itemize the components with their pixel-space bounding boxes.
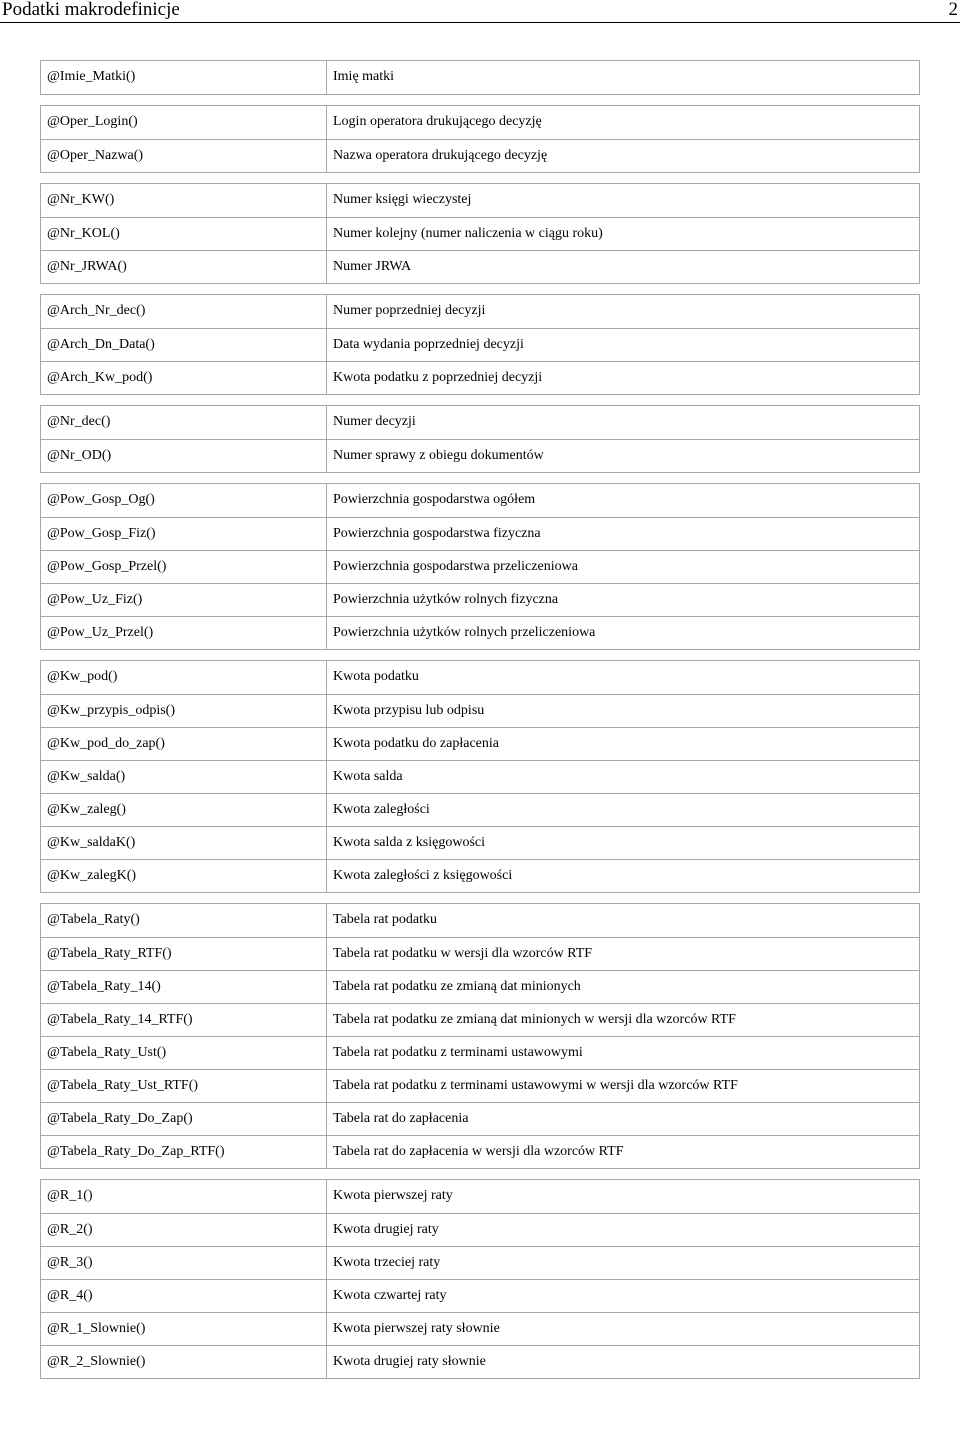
macro-name-cell: @Imie_Matki(): [41, 61, 327, 94]
macro-name-cell: @Tabela_Raty_Ust_RTF(): [41, 1070, 327, 1102]
table-row: [41, 937, 919, 970]
table-row: [41, 583, 919, 616]
macro-name-cell: @Tabela_Raty_RTF(): [41, 938, 327, 970]
macro-name-cell: @Arch_Nr_dec(): [41, 295, 327, 328]
macro-definitions-table: [40, 60, 920, 1389]
macro-description-cell: Numer księgi wieczystej: [333, 192, 472, 207]
macro-name-cell: @Kw_zaleg(): [41, 794, 327, 826]
table-row: [41, 661, 919, 694]
macro-description-cell: Kwota pierwszej raty słownie: [333, 1321, 500, 1336]
table-row: [41, 106, 919, 139]
table-row: [41, 859, 919, 892]
macro-name-cell: @Tabela_Raty_Ust(): [41, 1037, 327, 1069]
macro-name-cell: @Kw_przypis_odpis(): [41, 695, 327, 727]
macro-name-cell: @Tabela_Raty_14_RTF(): [41, 1004, 327, 1036]
table-group: [40, 903, 920, 1169]
table-row: [41, 217, 919, 250]
macro-name-cell: @R_3(): [41, 1247, 327, 1279]
macro-name-cell: @Kw_zalegK(): [41, 860, 327, 892]
macro-description-cell: Kwota czwartej raty: [333, 1288, 447, 1303]
table-group: [40, 183, 920, 284]
table-row: [41, 1345, 919, 1378]
macro-description-cell: Kwota salda z księgowości: [333, 835, 486, 850]
macro-description-cell: Kwota trzeciej raty: [333, 1255, 441, 1270]
table-row: [41, 760, 919, 793]
table-row: [41, 484, 919, 517]
table-row: [41, 295, 919, 328]
table-row: [41, 1213, 919, 1246]
macro-description-cell: Numer poprzedniej decyzji: [333, 303, 486, 318]
table-row: [41, 406, 919, 439]
table-row: [41, 328, 919, 361]
table-row: [41, 826, 919, 859]
macro-name-cell: @Kw_pod(): [41, 661, 327, 694]
macro-description-cell: Kwota przypisu lub odpisu: [333, 703, 485, 718]
macro-description-cell: Tabela rat podatku ze zmianą dat minionych: [333, 979, 581, 994]
macro-name-cell: @R_1(): [41, 1180, 327, 1213]
table-row: [41, 1312, 919, 1345]
macro-name-cell: @Pow_Gosp_Przel(): [41, 551, 327, 583]
macro-name-cell: @Oper_Login(): [41, 106, 327, 139]
table-row: [41, 550, 919, 583]
macro-name-cell: @Arch_Kw_pod(): [41, 362, 327, 394]
macro-description-cell: Kwota podatku do zapłacenia: [333, 736, 499, 751]
table-row: [41, 1036, 919, 1069]
macro-description-cell: Imię matki: [333, 69, 395, 84]
macro-description-cell: Login operatora drukującego decyzję: [333, 114, 542, 129]
macro-name-cell: @Nr_KW(): [41, 184, 327, 217]
macro-description-cell: Tabela rat podatku w wersji dla wzorców RTF: [333, 946, 593, 961]
macro-description-cell: Tabela rat do zapłacenia w wersji dla wzorców RTF: [333, 1144, 624, 1159]
page-header: [0, 0, 960, 23]
macro-description-cell: Tabela rat podatku z terminami ustawowymi: [333, 1045, 583, 1060]
macro-name-cell: @R_2_Slownie(): [41, 1346, 327, 1378]
macro-name-cell: @Nr_dec(): [41, 406, 327, 439]
table-row: [41, 250, 919, 283]
table-row: [41, 1135, 919, 1168]
table-row: [41, 61, 919, 94]
macro-name-cell: @R_2(): [41, 1214, 327, 1246]
table-row: [41, 1003, 919, 1036]
macro-description-cell: Numer decyzji: [333, 414, 416, 429]
macro-name-cell: @Nr_OD(): [41, 440, 327, 472]
macro-description-cell: Kwota drugiej raty słownie: [333, 1354, 486, 1369]
macro-description-cell: Powierzchnia gospodarstwa ogółem: [333, 492, 536, 507]
macro-description-cell: Tabela rat do zapłacenia: [333, 1111, 469, 1126]
macro-description-cell: Powierzchnia gospodarstwa przeliczeniowa: [333, 559, 578, 574]
macro-description-cell: Nazwa operatora drukującego decyzję: [333, 148, 548, 163]
table-row: [41, 439, 919, 472]
macro-name-cell: @Oper_Nazwa(): [41, 140, 327, 172]
table-row: [41, 727, 919, 760]
macro-description-cell: Kwota drugiej raty: [333, 1222, 439, 1237]
macro-name-cell: @Kw_salda(): [41, 761, 327, 793]
table-group: [40, 60, 920, 95]
page-title: Podatki makrodefinicje: [2, 0, 180, 20]
table-group: [40, 483, 920, 650]
macro-description-cell: Numer JRWA: [333, 259, 412, 274]
table-row: [41, 904, 919, 937]
macro-name-cell: @Tabela_Raty_Do_Zap_RTF(): [41, 1136, 327, 1168]
table-row: [41, 139, 919, 172]
table-group: [40, 405, 920, 473]
table-row: [41, 793, 919, 826]
table-row: [41, 517, 919, 550]
table-group: [40, 660, 920, 893]
macro-description-cell: Kwota zaległości z księgowości: [333, 868, 513, 883]
macro-description-cell: Kwota salda: [333, 769, 403, 784]
table-row: [41, 694, 919, 727]
macro-description-cell: Data wydania poprzedniej decyzji: [333, 337, 524, 352]
table-row: [41, 184, 919, 217]
table-row: [41, 1069, 919, 1102]
macro-name-cell: @Nr_KOL(): [41, 218, 327, 250]
macro-description-cell: Powierzchnia użytków rolnych przeliczeniowa: [333, 625, 596, 640]
macro-description-cell: Powierzchnia użytków rolnych fizyczna: [333, 592, 559, 607]
macro-name-cell: @Arch_Dn_Data(): [41, 329, 327, 361]
table-row: [41, 1279, 919, 1312]
table-group: [40, 105, 920, 173]
macro-name-cell: @Kw_pod_do_zap(): [41, 728, 327, 760]
table-group: [40, 1179, 920, 1379]
macro-name-cell: @Nr_JRWA(): [41, 251, 327, 283]
macro-name-cell: @Tabela_Raty_Do_Zap(): [41, 1103, 327, 1135]
macro-description-cell: Tabela rat podatku z terminami ustawowymi w wersji dla wzorców RTF: [333, 1078, 738, 1093]
macro-name-cell: @Tabela_Raty_14(): [41, 971, 327, 1003]
table-row: [41, 1102, 919, 1135]
table-row: [41, 970, 919, 1003]
macro-name-cell: @R_4(): [41, 1280, 327, 1312]
table-row: [41, 361, 919, 394]
macro-description-cell: Kwota podatku z poprzedniej decyzji: [333, 370, 543, 385]
macro-description-cell: Tabela rat podatku: [333, 912, 437, 927]
macro-name-cell: @Pow_Uz_Fiz(): [41, 584, 327, 616]
macro-description-cell: Kwota podatku: [333, 669, 419, 684]
macro-name-cell: @Kw_saldaK(): [41, 827, 327, 859]
macro-description-cell: Kwota pierwszej raty: [333, 1188, 453, 1203]
macro-description-cell: Powierzchnia gospodarstwa fizyczna: [333, 526, 541, 541]
page-number: 2: [948, 0, 958, 20]
macro-description-cell: Numer kolejny (numer naliczenia w ciągu roku): [333, 226, 603, 241]
macro-description-cell: Numer sprawy z obiegu dokumentów: [333, 448, 544, 463]
macro-name-cell: @R_1_Slownie(): [41, 1313, 327, 1345]
macro-description-cell: Kwota zaległości: [333, 802, 430, 817]
macro-description-cell: Tabela rat podatku ze zmianą dat minionych w wersji dla wzorców RTF: [333, 1012, 736, 1027]
macro-name-cell: @Pow_Gosp_Fiz(): [41, 518, 327, 550]
table-row: [41, 1246, 919, 1279]
macro-name-cell: @Pow_Uz_Przel(): [41, 617, 327, 649]
table-group: [40, 294, 920, 395]
macro-name-cell: @Tabela_Raty(): [41, 904, 327, 937]
table-row: [41, 1180, 919, 1213]
table-row: [41, 616, 919, 649]
macro-name-cell: @Pow_Gosp_Og(): [41, 484, 327, 517]
